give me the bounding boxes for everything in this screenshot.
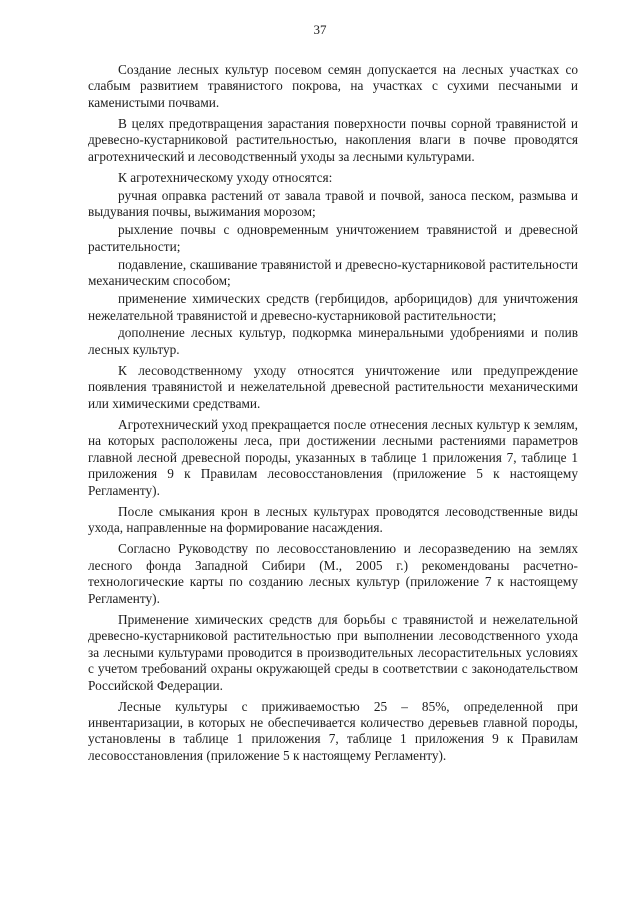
paragraph: После смыкания крон в лесных культурах проводятся лесоводственные виды ухода, направленные на формирование насаждения. (88, 503, 578, 536)
list-item: рыхление почвы с одновременным уничтожением травянистой и древесной растительности; (88, 222, 578, 254)
paragraph: К агротехническому уходу относятся: (118, 169, 333, 185)
page-number: 37 (313, 22, 327, 37)
paragraph: Лесные культуры с приживаемостью 25 – 85%, определенной при инвентаризации, в которых не обеспечивается количество деревьев главной породы, установлены в таблице 1 приложения 7, таблице 1 приложения 9 к Правилам лесовосстановления (приложение 5 к настоящему Регламенту). (88, 698, 578, 763)
paragraph: Агротехнический уход прекращается после отнесения лесных культур к землям, на которых расположены леса, при достижении лесными растениями параметров главной лесной древесной породы, указанных в таблице 1 приложения 7, таблице 1 приложения 9 к Правилам лесовосстановления (приложение 5 к настоящему Регламенту). (88, 416, 578, 498)
document-body (88, 62, 578, 769)
list-item: подавление, скашивание травянистой и древесно-кустарниковой растительности механическим способом; (88, 256, 578, 289)
paragraph: Создание лесных культур посевом семян допускается на лесных участках со слабым развитием травянистого покрова, на участках с сухими песчаными и каменистыми почвами. (88, 62, 578, 110)
paragraph: В целях предотвращения зарастания поверхности почвы сорной травянистой и древесно-кустарниковой растительностью, накопления влаги в почве проводятся агротехнический и лесоводственный уходы за лесными культурами. (88, 115, 578, 164)
list-item: применение химических средств (гербицидов, арборицидов) для уничтожения нежелательной травянистой и древесно-кустарниковой растительности; (88, 291, 578, 323)
paragraph: Применение химических средств для борьбы с травянистой и нежелательной древесно-кустарниковой растительностью при выполнении лесоводственного ухода за лесными культурами проводится в производительных лесорастительных условиях с учетом требований охраны окружающей среды в соответствии с законодательством Российской Федерации. (88, 611, 578, 693)
paragraph: К лесоводственному уходу относятся уничтожение или предупреждение появления травянистой и нежелательной древесной растительности механическими или химическими средствами. (88, 362, 578, 411)
paragraph: Согласно Руководству по лесовосстановлению и лесоразведению на землях лесного фонда Западной Сибири (М., 2005 г.) рекомендованы расчетно-технологические карты по созданию лесных культур (приложение 7 к настоящему Регламенту). (88, 541, 578, 606)
list-item: дополнение лесных культур, подкормка минеральными удобрениями и полив лесных культур. (88, 325, 578, 357)
list-item: ручная оправка растений от завала травой и почвой, заноса песком, размыва и выдувания почвы, выжимания морозом; (88, 187, 578, 220)
